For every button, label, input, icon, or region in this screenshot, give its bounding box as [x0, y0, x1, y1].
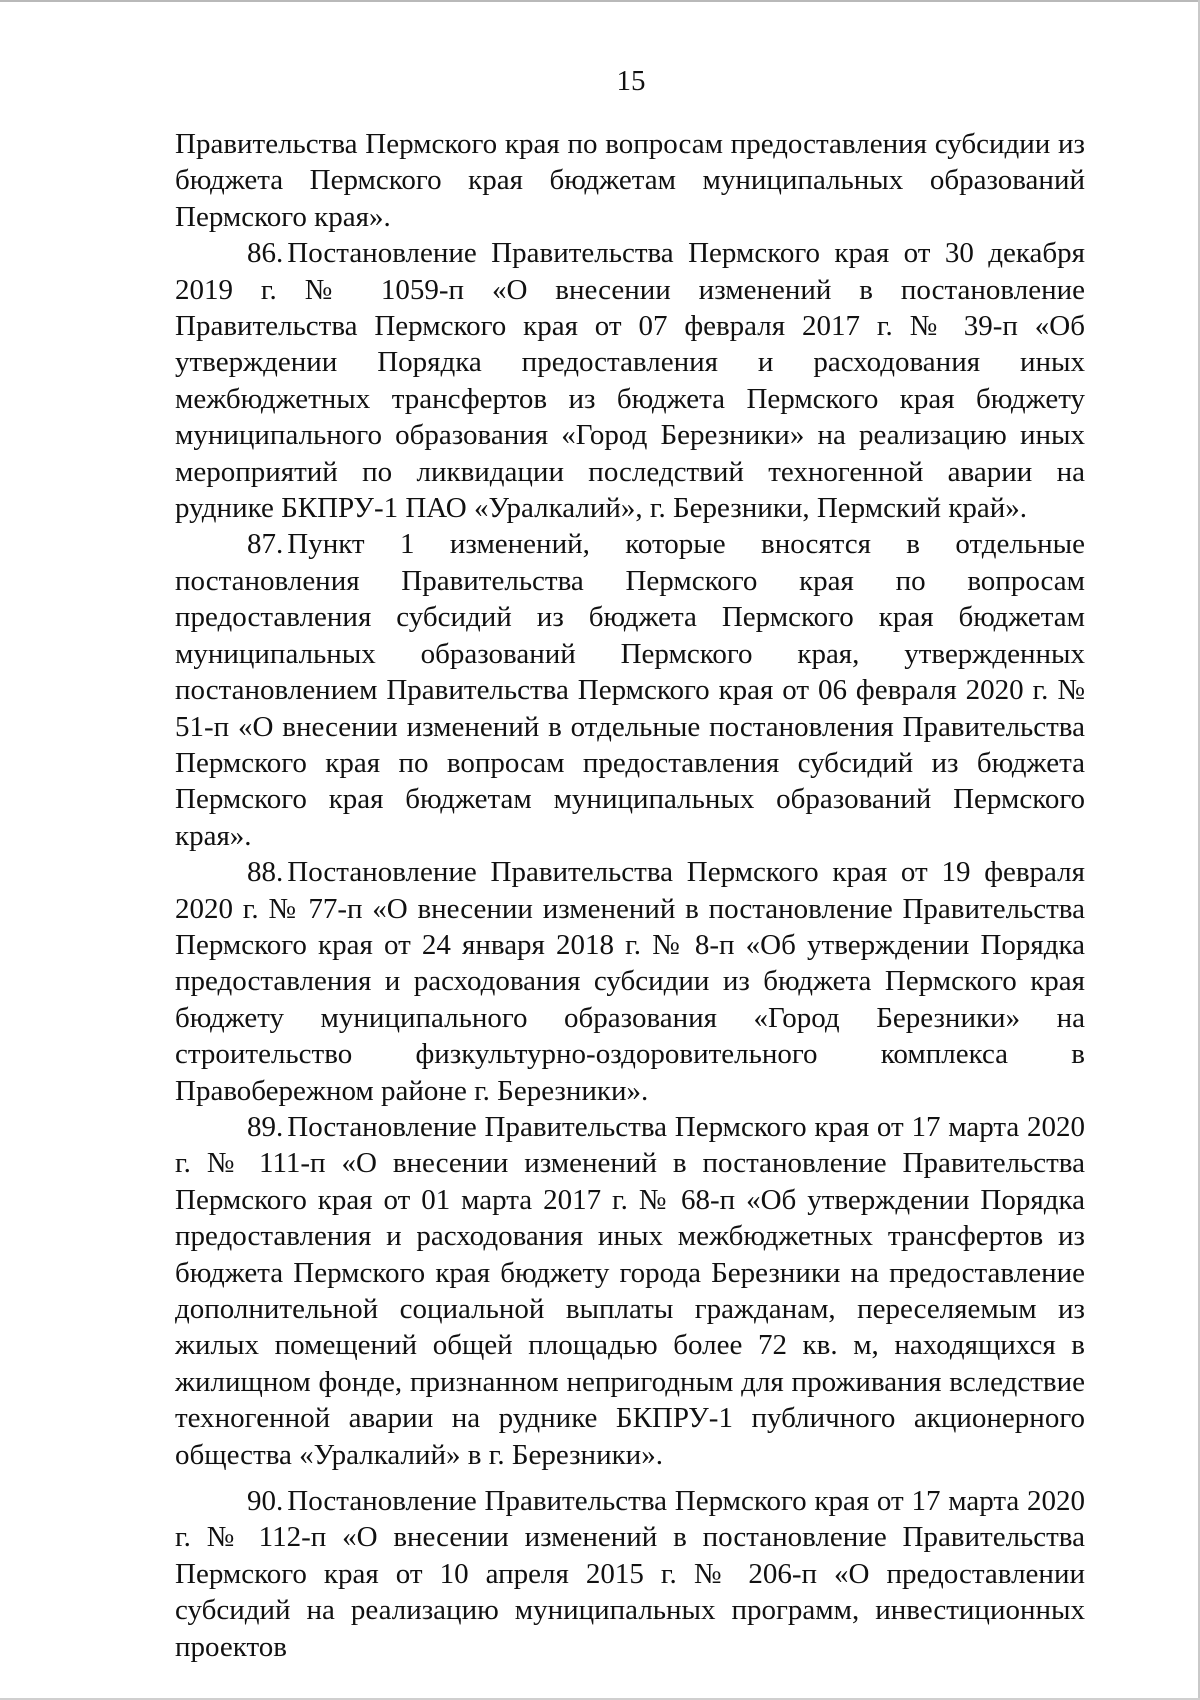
paragraph-87 — [175, 526, 1085, 854]
paragraph-number: 89. — [247, 1110, 284, 1143]
paragraph-text: Постановление Правительства Пермского края от 19 февраля 2020 г. № 77-п «О внесении изменений в постановление Правительства Пермского края от 24 января 2018 г. № 8-п «Об утверждении Порядка предоставления и расходования субсидии из бюджета Пермского края бюджету муниципального образования «Город Березники» на строительство физкультурно-оздоровительного комплекса в Правобережном районе г. Березники». — [175, 856, 1085, 1107]
scan-edge-top — [0, 0, 1200, 2]
paragraph-number: 87. — [247, 528, 284, 561]
paragraph-86 — [175, 235, 1085, 526]
paragraph-88 — [175, 854, 1085, 1109]
paragraph-number: 86. — [247, 237, 284, 270]
paragraph-text: Правительства Пермского края по вопросам предоставления субсидии из бюджета Пермского края бюджетам муниципальных образований Пермского края». — [175, 128, 1085, 233]
paragraph-89 — [175, 1109, 1085, 1473]
paragraph-90 — [175, 1483, 1085, 1665]
paragraph-number: 90. — [247, 1485, 284, 1518]
paragraph-text: Пункт 1 изменений, которые вносятся в отдельные постановления Правительства Пермского края по вопросам предоставления субсидий из бюджета Пермского края бюджетам муниципальных образований Пермского края, утвержденных постановлением Правительства Пермского края от 06 февраля 2020 г. № 51-п «О внесении изменений в отдельные постановления Правительства Пермского края по вопросам предоставления субсидий из бюджета Пермского края бюджетам муниципальных образований Пермского края». — [175, 528, 1085, 852]
paragraph-text: Постановление Правительства Пермского края от 17 марта 2020 г. № 111-п «О внесении изменений в постановление Правительства Пермского края от 01 марта 2017 г. № 68-п «Об утверждении Порядка предоставления и расходования иных межбюджетных трансфертов из бюджета Пермского края бюджету города Березники на предоставление дополнительной социальной выплаты гражданам, переселяемым из жилых помещений общей площадью более 72 кв. м, находящихся в жилищном фонде, признанном непригодным для проживания вследствие техногенной аварии на руднике БКПРУ-1 публичного акционерного общества «Уралкалий» в г. Березники». — [175, 1110, 1085, 1471]
paragraph-text: Постановление Правительства Пермского края от 17 марта 2020 г. № 112-п «О внесении изменений в постановление Правительства Пермского края от 10 апреля 2015 г. № 206-п «О предоставлении субсидий на реализацию муниципальных программ, инвестиционных проектов — [175, 1485, 1085, 1663]
paragraph-text: Постановление Правительства Пермского края от 30 декабря 2019 г. № 1059-п «О внесении изменений в постановление Правительства Пермского края от 07 февраля 2017 г. № 39-п «Об утверждении Порядка предоставления и расходования иных межбюджетных трансфертов из бюджета Пермского края бюджету муниципального образования «Город Березники» на реализацию иных мероприятий по ликвидации последствий техногенной аварии на руднике БКПРУ-1 ПАО «Уралкалий», г. Березники, Пермский край». — [175, 237, 1085, 525]
document-body — [175, 126, 1085, 1665]
paragraph-continuation — [175, 126, 1085, 235]
paragraph-number: 88. — [247, 856, 284, 889]
page-number: 15 — [616, 65, 646, 97]
